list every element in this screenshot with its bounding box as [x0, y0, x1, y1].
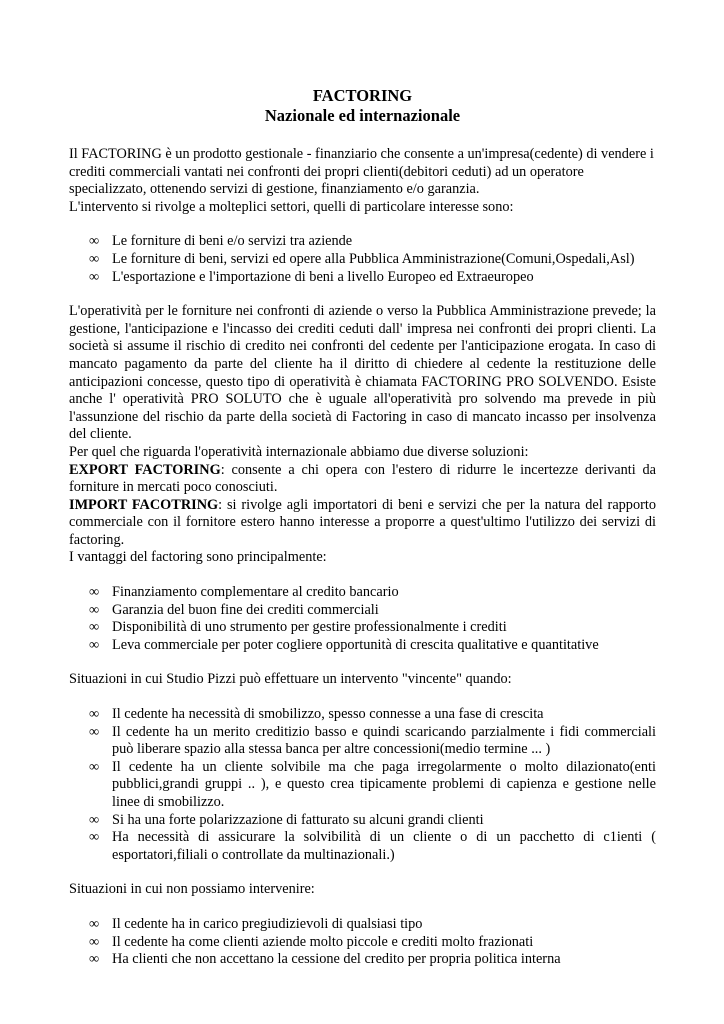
list-item-text: Le forniture di beni, servizi ed opere alla Pubblica Amministrazione(Comuni,Ospedali,Asl) [112, 250, 635, 267]
list-item [69, 759, 656, 812]
list-item-text: Ha clienti che non accettano la cessione del credito per propria politica interna [112, 951, 561, 968]
infinity-bullet-icon: ∞ [89, 233, 100, 250]
infinity-bullet-icon: ∞ [89, 758, 100, 775]
list-item [69, 233, 656, 251]
list-item [69, 812, 656, 830]
list-item-text: Il cedente ha un cliente solvibile ma che paga irregolarmente o molto dilazionato(enti pubblici,grandi gruppi .. ), e questo crea tipicamente problemi di capienza e gestione nelle linee di smobilizzo. [112, 758, 656, 810]
infinity-bullet-icon: ∞ [89, 619, 100, 636]
list-item [69, 602, 656, 620]
import-factoring-label: IMPORT FACOTRING [69, 496, 219, 513]
list-item-text: Il cedente ha in carico pregiudizievoli di qualsiasi tipo [112, 915, 423, 932]
list-item [69, 724, 656, 759]
list-item-text: L'esportazione e l'importazione di beni a livello Europeo ed Extraeuropeo [112, 268, 534, 285]
intro-paragraph: Il FACTORING è un prodotto gestionale - finanziario che consente a un'impresa(cedente) di vendere i crediti commerciali vantati nei confronti dei propri clienti(debitori ceduti) ad un operatore specializzato, ottenendo servizi di gestione, finanziamento e/o garanzia. [69, 146, 654, 198]
list-item [69, 584, 656, 602]
vantaggi-lead: I vantaggi del factoring sono principalmente: [69, 549, 327, 566]
situazioni-si-lead: Situazioni in cui Studio Pizzi può effettuare un intervento "vincente" quando: [69, 671, 512, 688]
import-factoring-paragraph [69, 497, 656, 550]
operativita-paragraph: L'operatività per le forniture nei confronti di aziende o verso la Pubblica Amministrazione prevede; la gestione, l'anticipazione e l'incasso dei crediti ceduti dall' impresa nei confronti dei propri clienti. La società si assume il rischio di credito nei confronti del cedente per l'anticipazione erogata. In caso di mancato pagamento da parte del cliente ha il diritto di chiedere al cedente la restituzione delle anticipazioni concesse, questo tipo di operatività è chiamata FACTORING PRO SOLVENDO. Esiste anche l' operatività PRO SOLUTO che è uguale all'operatività pro solvendo ma prevede in più l'assunzione del rischio da parte della società di Factoring in caso di mancato incasso per insolvenza del cliente. [69, 303, 656, 443]
list-item-text: Le forniture di beni e/o servizi tra aziende [112, 233, 353, 250]
vantaggi-list [69, 584, 656, 654]
export-factoring-text: : consente a chi opera con l'estero di ridurre le incertezze derivanti da forniture in mercati poco conosciuti. [69, 461, 657, 496]
infinity-bullet-icon: ∞ [89, 636, 100, 653]
list-item-text: Disponibilità di uno strumento per gestire professionalmente i crediti [112, 619, 507, 636]
list-item-text: Ha necessità di assicurare la solvibilità di un cliente o di un pacchetto di c1ienti ( esportatori,filiali o controllate da multinazionali.) [112, 829, 656, 863]
list-item [69, 951, 656, 969]
list-item [69, 637, 656, 655]
list-item [69, 934, 656, 952]
list-item [69, 916, 656, 934]
infinity-bullet-icon: ∞ [89, 706, 100, 723]
infinity-bullet-icon: ∞ [89, 933, 100, 950]
import-factoring-text: : si rivolge agli importatori di beni e servizi che per la natura del rapporto commerciale con il fornitore estero hanno interesse a proporre a quest'ultimo l'utilizzo dei servizi di factoring. [69, 496, 656, 548]
export-factoring-label: EXPORT FACTORING [69, 461, 221, 478]
situazioni-no-lead: Situazioni in cui non possiamo intervenire: [69, 881, 315, 898]
list-item-text: Il cedente ha come clienti aziende molto piccole e crediti molto frazionati [112, 933, 534, 950]
list-item [69, 269, 656, 287]
infinity-bullet-icon: ∞ [89, 268, 100, 285]
list-item [69, 251, 656, 269]
sectors-list [69, 233, 656, 286]
situazioni-si-list [69, 706, 656, 864]
list-item-text: Il cedente ha un merito creditizio basso e quindi scaricando parzialmente i fidi commerciali può liberare spazio alla stessa banca per altre concessioni(medio termine ... ) [112, 723, 656, 758]
infinity-bullet-icon: ∞ [89, 811, 100, 828]
list-item [69, 706, 656, 724]
list-item-text: Garanzia del buon fine dei crediti commerciali [112, 601, 379, 618]
list-item-text: Leva commerciale per poter cogliere opportunità di crescita qualitative e quantitative [112, 636, 599, 653]
list-item-text: Si ha una forte polarizzazione di fatturato su alcuni grandi clienti [112, 811, 484, 828]
document-subtitle: Nazionale ed internazionale [264, 106, 461, 125]
list-item [69, 619, 656, 637]
list-item-text: Finanziamento complementare al credito bancario [112, 584, 399, 601]
document-title: FACTORING [312, 86, 413, 105]
export-factoring-paragraph [69, 462, 656, 497]
document-page [69, 86, 656, 969]
infinity-bullet-icon: ∞ [89, 601, 100, 618]
infinity-bullet-icon: ∞ [89, 584, 100, 601]
infinity-bullet-icon: ∞ [89, 829, 100, 846]
situazioni-no-list [69, 916, 656, 969]
intro-sectors-lead: L'intervento si rivolge a molteplici settori, quelli di particolare interesse sono: [69, 198, 514, 215]
infinity-bullet-icon: ∞ [89, 951, 100, 968]
list-item-text: Il cedente ha necessità di smobilizzo, spesso connesse a una fase di crescita [112, 706, 544, 723]
list-item [69, 829, 656, 864]
infinity-bullet-icon: ∞ [89, 723, 100, 740]
infinity-bullet-icon: ∞ [89, 915, 100, 932]
internazionale-paragraph: Per quel che riguarda l'operatività internazionale abbiamo due diverse soluzioni: [69, 443, 529, 460]
infinity-bullet-icon: ∞ [89, 250, 100, 267]
